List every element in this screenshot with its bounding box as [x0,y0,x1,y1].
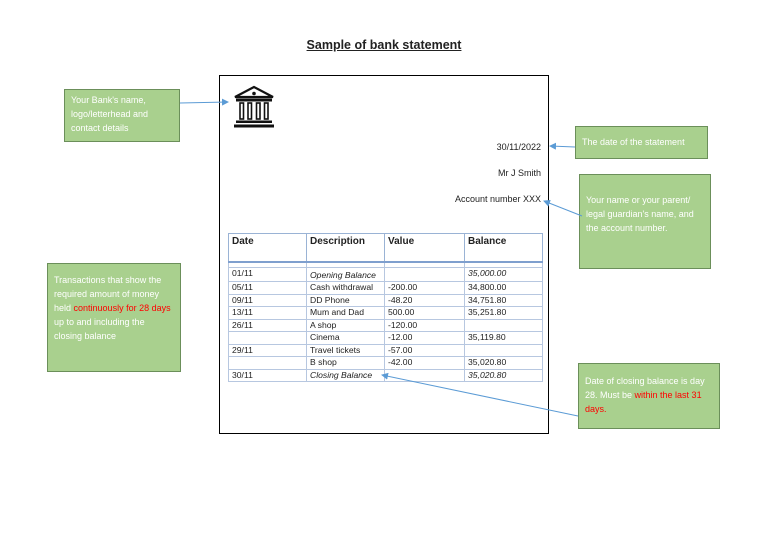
callout-bank-details: Your Bank's name, logo/letterhead and contact details [64,89,180,142]
cell-date: 13/11 [229,307,307,320]
column-header-date: Date [229,234,307,263]
cell-date: 05/11 [229,282,307,295]
cell-date: 30/11 [229,369,307,382]
cell-date: 01/11 [229,268,307,282]
cell-date: 29/11 [229,344,307,357]
cell-value: 500.00 [385,307,465,320]
cell-description: Mum and Dad [307,307,385,320]
cell-balance: 34,800.00 [465,282,543,295]
cell-balance: 35,251.80 [465,307,543,320]
account-holder-name: Mr J Smith [497,168,541,178]
cell-description: Travel tickets [307,344,385,357]
cell-balance: 35,000.00 [465,268,543,282]
cell-value: -12.00 [385,332,465,345]
cell-balance: 35,020.80 [465,357,543,370]
callout-closing-highlight: within the last 31 days. [585,390,702,414]
cell-value: -120.00 [385,319,465,332]
cell-value: -57.00 [385,344,465,357]
arrow-bank [180,102,228,103]
arrow-date [550,146,575,147]
cell-value: -200.00 [385,282,465,295]
cell-date: 09/11 [229,294,307,307]
cell-balance: 35,119.80 [465,332,543,345]
callout-transactions-text-end: up to and including the closing balance [54,317,145,341]
cell-description: Closing Balance [307,369,385,382]
callout-statement-date: The date of the statement [575,126,708,159]
cell-description: DD Phone [307,294,385,307]
cell-description: A shop [307,319,385,332]
cell-balance: 34,751.80 [465,294,543,307]
column-header-balance: Balance [465,234,543,263]
column-header-value: Value [385,234,465,263]
callout-transactions-highlight: continuously for 28 days [73,303,171,313]
arrow-closing [382,375,578,416]
callout-name-account: Your name or your parent/ legal guardian's name, and the account number. [579,174,711,269]
page-title: Sample of bank statement [306,38,462,52]
callout-closing-text: Date of closing balance is day 28. Must be [585,376,705,400]
cell-description: Cinema [307,332,385,345]
cell-description: Cash withdrawal [307,282,385,295]
cell-description: Opening Balance [307,268,385,282]
cell-balance: 35,020.80 [465,369,543,382]
statement-date: 30/11/2022 [496,142,541,152]
cell-description: B shop [307,357,385,370]
cell-value: -42.00 [385,357,465,370]
cell-date: 26/11 [229,319,307,332]
cell-value: -48.20 [385,294,465,307]
callout-transactions-text: Transactions that show the required amount of money held [54,275,162,313]
arrow-name [544,201,582,216]
column-header-description: Description [307,234,385,263]
account-number: Account number XXX [454,194,541,204]
